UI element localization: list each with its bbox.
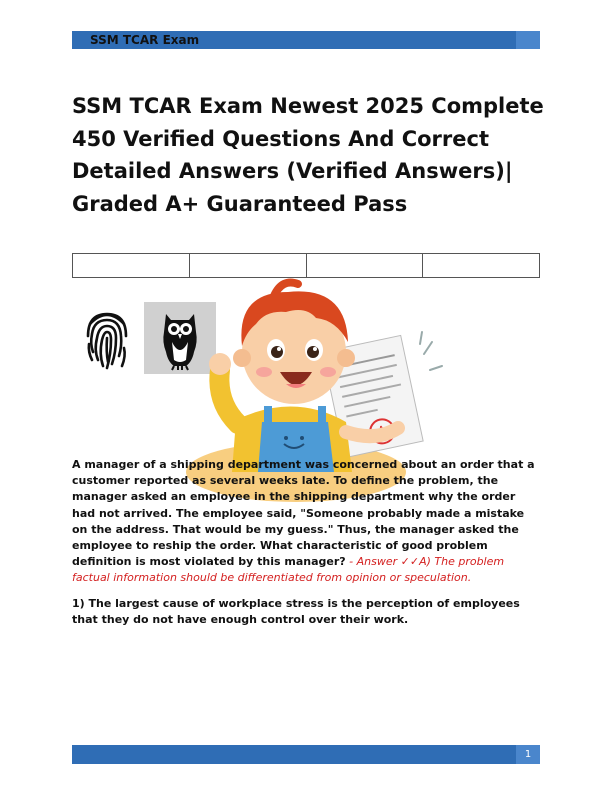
list-item (72, 596, 542, 628)
fingerprint-icon (84, 306, 130, 372)
question-block (72, 457, 542, 587)
title-line: Detailed Answers (Verified Answers)| (72, 159, 513, 183)
title-line: 450 Verified Questions And Correct (72, 126, 489, 151)
item-text: 1) The largest cause of workplace stress is the perception of employees that they do not have enough control over their work. (72, 597, 520, 627)
page-number: 1 (516, 745, 540, 764)
answer-text: - Answer ✓✓A) The problem factual information should be differentiated from opinion or speculation. (72, 555, 505, 585)
document-title (72, 90, 552, 220)
header-title: SSM TCAR Exam (90, 33, 200, 47)
title-line: Graded A+ Guaranteed Pass (72, 191, 408, 216)
footer-bar (72, 745, 540, 764)
header-bar (72, 31, 540, 49)
title-line: SSM TCAR Exam Newest 2025 Complete (72, 94, 544, 118)
svg-text:A: A (374, 421, 390, 443)
question-text: A manager of a shipping department was concerned about an order that a customer reported as several weeks late. To define the problem, the manager asked an employee in the shipping department why the order had not arrived. The employee said, "Someone probably made a mistake on the address. That would be my guess." Thus, the manager asked the employee to reship the order. What characteristic of good problem definition is most violated by this manager? (72, 458, 535, 569)
header-accent (516, 31, 540, 49)
table-cell (73, 254, 190, 278)
